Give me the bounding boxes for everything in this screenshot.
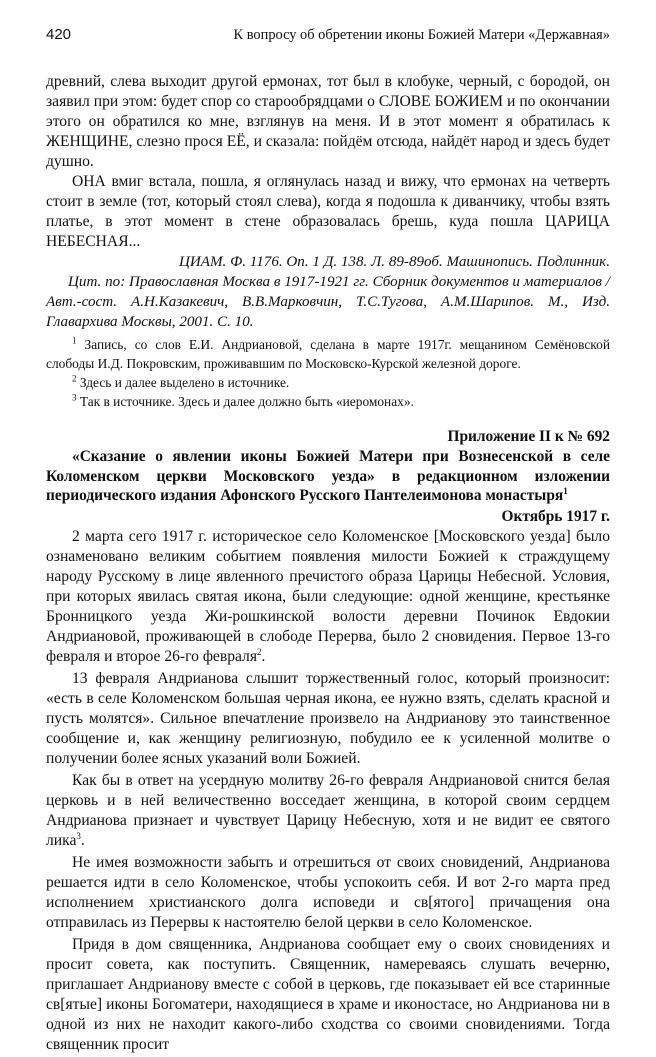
footnote-marker: 2: [257, 646, 262, 657]
footnotes: [46, 335, 610, 411]
running-title: К вопросу об обретении иконы Божией Матери «Державная»: [233, 27, 610, 43]
footnote-marker: 1: [563, 485, 568, 496]
paragraph-text: Как бы в ответ на усердную молитву 26-го февраля Андриановой снится белая церковь и в ней величественно восседает женщина, в которой своим сердцем Андрианова признает и чувствует Царицу Небесную, хотя и не видит ее святого лика: [46, 771, 610, 849]
paragraph: Не имея возможности забыть и отрешиться от своих сновидений, Андрианова решается идти в село Коломенское, чтобы успокоить себя. И вот 2-го марта пред исполнением христианского долга исповеди и св[ятого] причащения она отправилась из Перервы к настоятелю белой церкви в село Коломенское.: [46, 853, 610, 931]
page-content: [46, 72, 610, 1057]
footnote: [46, 335, 610, 373]
paragraph: ОНА вмиг встала, пошла, я оглянулась назад и вижу, что ермонах на четверть стоит в земле (тот, который стоял слева), когда я подошла к диванчику, чтобы взять платье, в этот момент в стене образовалась брешь, куда пошла ЦАРИЦА НЕБЕСНАЯ...: [46, 173, 610, 250]
page-number: 420: [46, 26, 72, 43]
appendix-title-text: «Сказание о явлении иконы Божией Матери при Вознесенской в селе Коломенском церкви Московского уезда» в редакционном изложении периодического издания Афонского Русского Пантелеимонова монастыря: [46, 448, 610, 504]
source-reference: Цит. по: Православная Москва в 1917-1921 гг. Сборник документов и материалов / Авт.-сост. А.Н.Казакевич, В.В.Марковчин, Т.С.Тугова, А.М.Шарипов. М., Изд. Главархива Москвы, 2001. С. 10.: [46, 274, 610, 330]
appendix-label: Приложение II к № 692: [447, 428, 610, 445]
paragraph: Как бы в ответ на усердную молитву 26-го февраля Андриановой снится белая церковь и в ней величественно восседает женщина, в которой своим сердцем Андрианова признает и чувствует Царицу Небесную, хотя и не видит ее святого лика$^3$.: [46, 771, 610, 849]
footnote-text: Здесь и далее выделено в источнике.: [79, 375, 290, 390]
footnote: [46, 373, 610, 392]
paragraph: 13 февраля Андрианова слышит торжественный голос, который произносит: «есть в селе Коломенском большая черная икона, ее нужно взять, сделать красной и пусть молятся». Сильное впечатление произвело на Андрианову это таинственное сообщение и, как женщину религиозную, побудило ее к усиленной молитве о получении более ясных указаний воли Божией.: [46, 669, 610, 767]
footnote-marker: 3: [76, 830, 81, 841]
paragraph: 2 марта сего 1917 г. историческое село Коломенское [Московского уезда] было ознаменовано великим событием появления милости Божией к страждущему народу Русскому в лице явленного пречистого образа Царицы Небесной. Условия, при которых явилась святая икона, были следующие: одной женщине, крестьянке Бронницкого уезда Жи-рошкинской волости деревни Починок Евдокии Андриановой, проживающей в слободе Перерва, было 2 сновидения. Первое 13-го февраля и второе 26-го февраля$^2$.: [46, 527, 610, 665]
footnote-marker: 1: [72, 335, 77, 346]
paragraph: древний, слева выходит другой ермонах, тот был в клобуке, черный, с бородой, он заявил при этом: будет спор со старообрядцами о СЛОВЕ БОЖИЕМ и по окончании этого он обратился ко мне, взглянув на меня. И в этот момент я обратилась к ЖЕНЩИНЕ, слезно прося ЕЁ, и сказала: пойдём отсюда, найдёт народ и здесь будет душно.: [46, 73, 610, 170]
paragraph-text: 2 марта сего 1917 г. историческое село Коломенское [Московского уезда] было ознаменовано великим событием появления милости Божией к страждущему народу Русскому в лице явленного пречистого образа Царицы Небесной. Условия, при которых явилась святая икона, были следующие: одной женщине, крестьянке Бронницкого уезда Жи-рошкинской волости деревни Починок Евдокии Андриановой, проживающей в слободе Перерва, было 2 сновидения. Первое 13-го февраля и второе 26-го февраля: [46, 527, 610, 665]
footnote-marker: 3: [72, 392, 77, 403]
appendix-date: Октябрь 1917 г.: [501, 507, 610, 525]
footnote: [46, 392, 610, 411]
footnote-text: Запись, со слов Е.И. Андриановой, сделана в марте 1917г. мещанином Семёновской слободы И.Д. Покровским, проживавшим по Московско-Курской железной дороге.: [46, 337, 610, 371]
paragraph: Придя в дом священника, Андрианова сообщает ему о своих сновидениях и просит совета, как поступить. Священник, намереваясь слушать вечерню, приглашает Андрианову вместе с собой в церковь, где показывает ей все старинные св[ятые] иконы Богоматери, находящиеся в храме и иконостасе, но Андрианова ни в одной из них не находит какого-либо сходства со своими сновидениями. Тогда священник просит: [46, 935, 610, 1053]
archive-citation: ЦИАМ. Ф. 1176. Оп. 1 Д. 138. Л. 89-89об. Машинопись. Подлинник.: [178, 254, 610, 270]
footnote-marker: 2: [72, 373, 77, 384]
appendix-body: [46, 527, 610, 1055]
page-header: [46, 26, 610, 48]
footnote-text: Так в источнике. Здесь и далее должно быть «иеромонах».: [79, 394, 414, 409]
appendix-title: [46, 447, 610, 506]
